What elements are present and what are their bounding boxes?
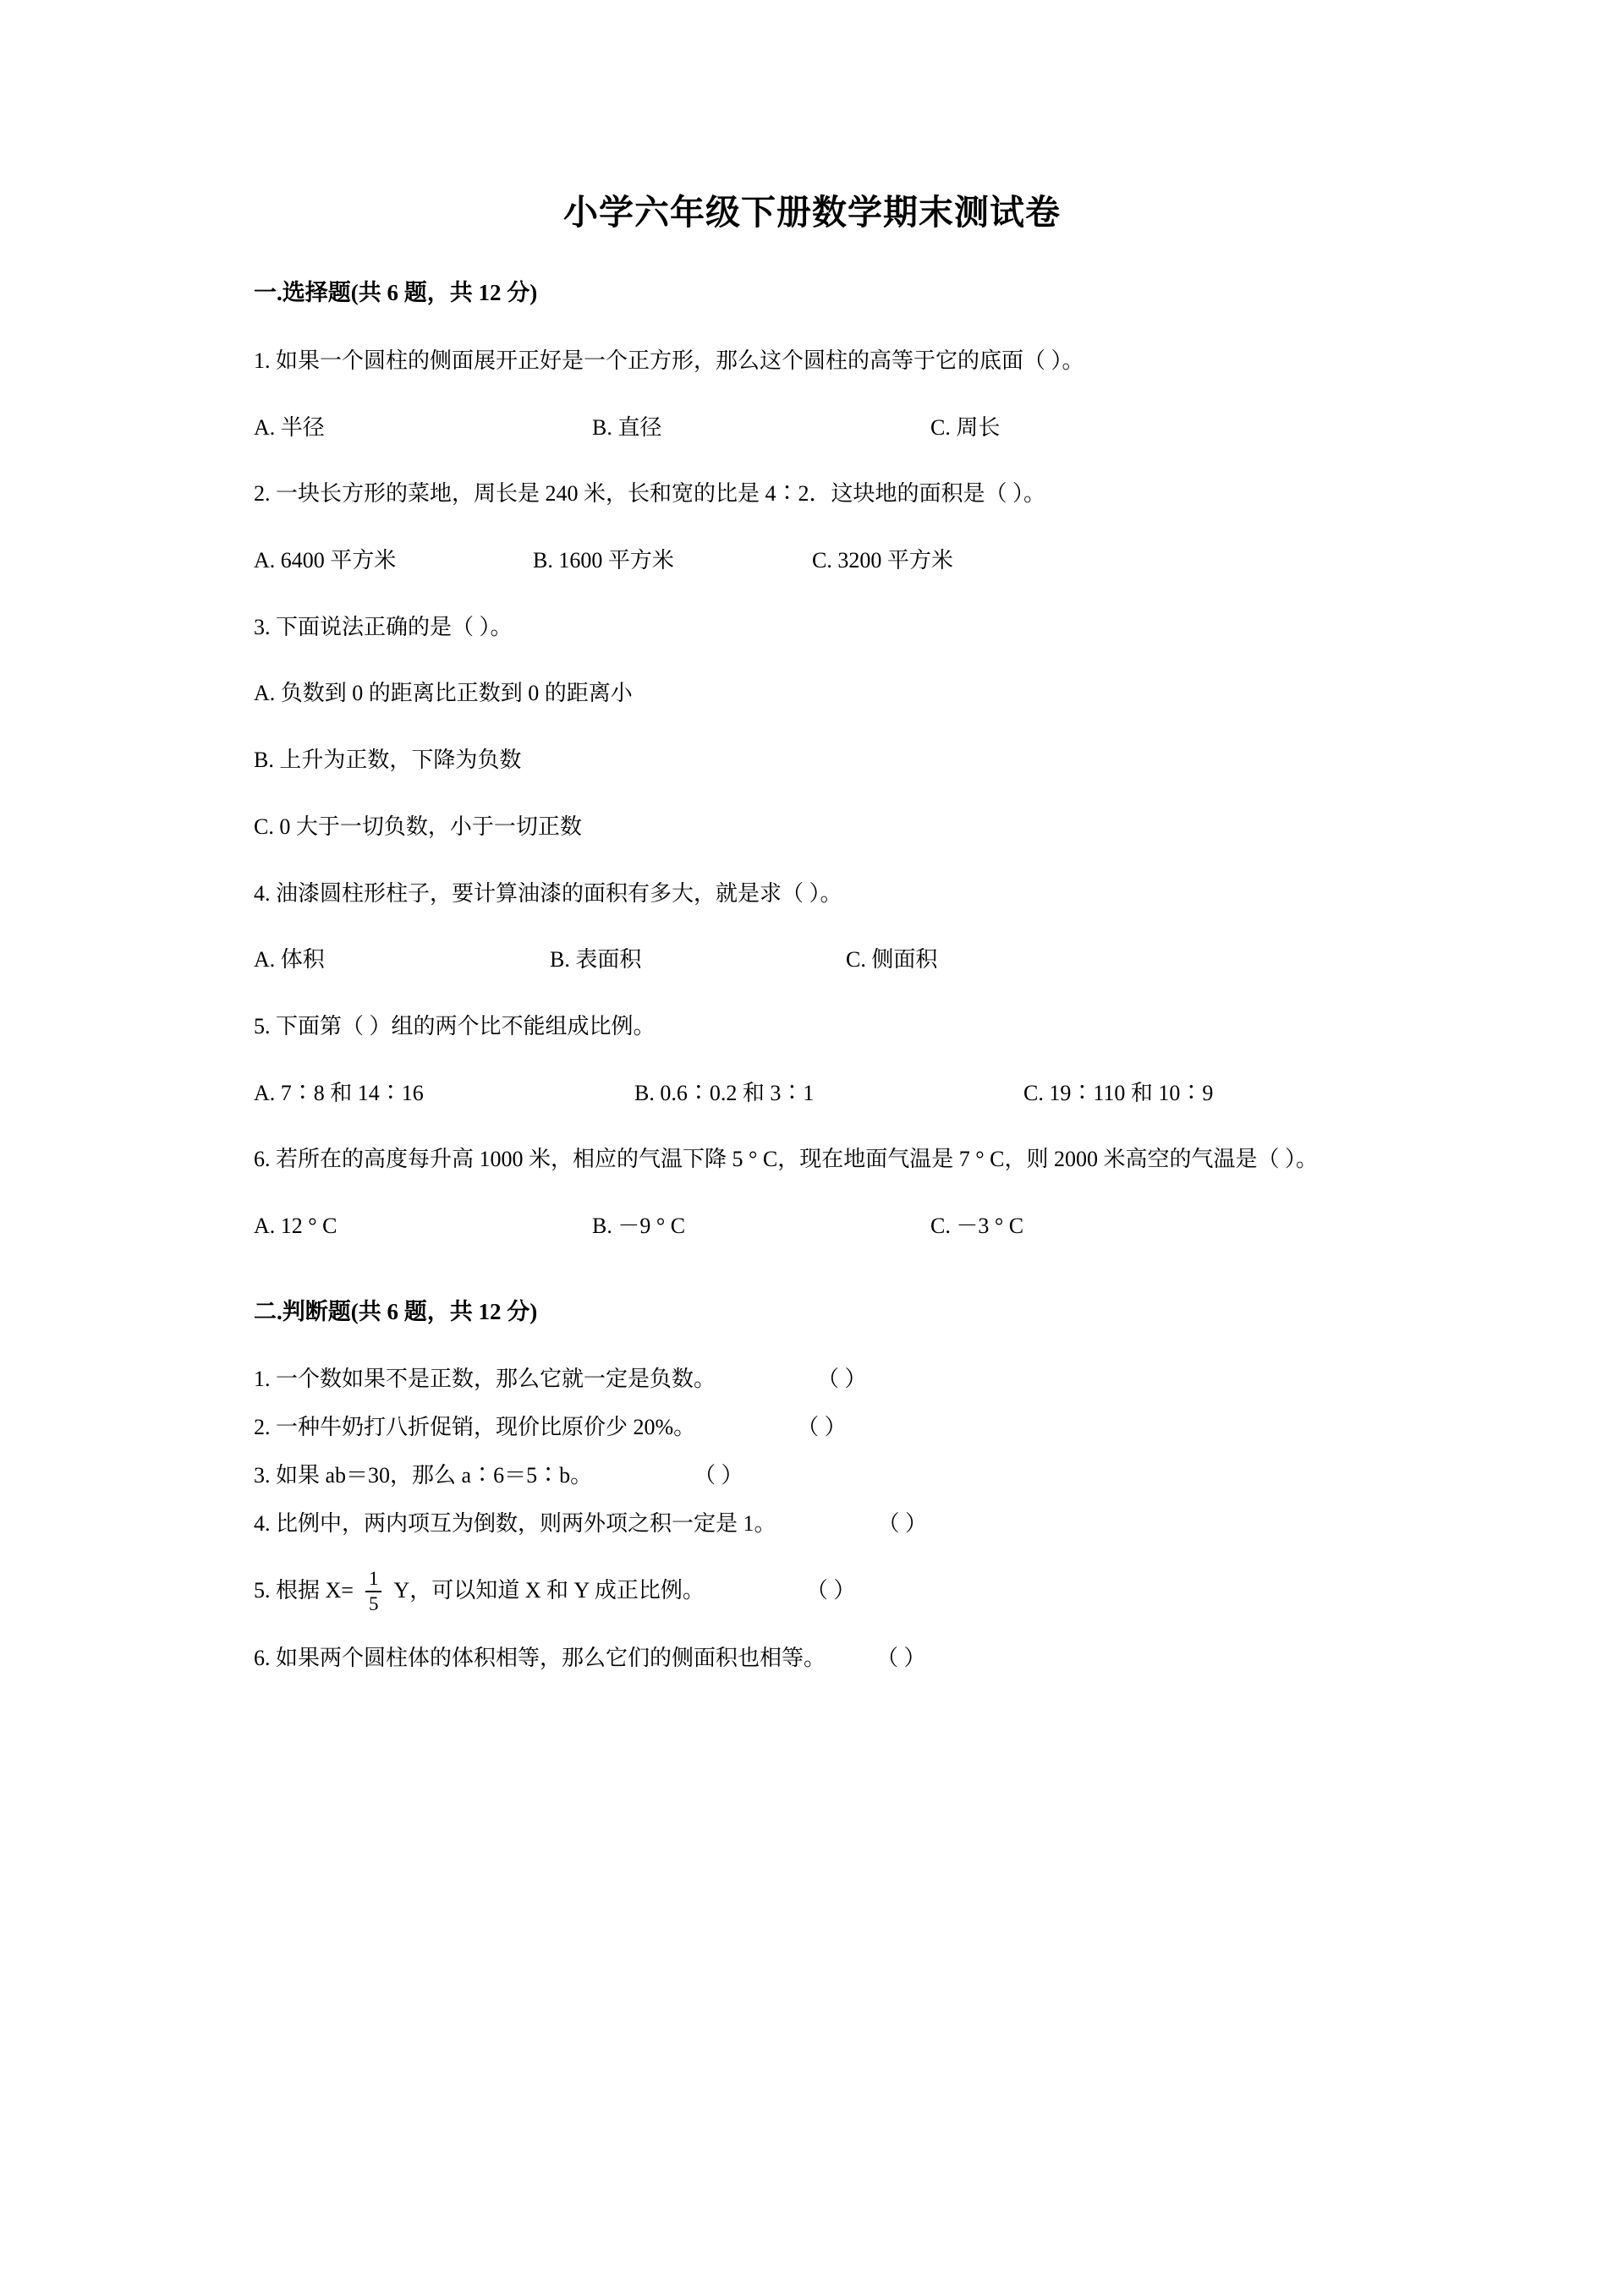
truefalse-item-4 bbox=[254, 1505, 1370, 1543]
truefalse-item-5 bbox=[254, 1568, 1370, 1614]
truefalse-item-4-text: 4. 比例中，两内项互为倒数，则两外项之积一定是 1。 bbox=[254, 1510, 776, 1536]
question-1-text: 1. 如果一个圆柱的侧面展开正好是一个正方形，那么这个圆柱的高等于它的底面（ ）。 bbox=[254, 348, 1084, 373]
option-5-b[interactable]: B. 0.6∶0.2 和 3∶1 bbox=[634, 1080, 815, 1105]
question-5-options bbox=[254, 1075, 1370, 1113]
truefalse-item-2-answer-box[interactable]: （ ） bbox=[797, 1415, 847, 1440]
option-3-a[interactable]: A. 负数到 0 的距离比正数到 0 的距离小 bbox=[254, 681, 633, 706]
truefalse-item-2-text: 2. 一种牛奶打八折促销，现价比原价少 20%。 bbox=[254, 1415, 696, 1440]
truefalse-item-6-answer-box[interactable]: （ ） bbox=[876, 1645, 926, 1670]
truefalse-item-3 bbox=[254, 1457, 1370, 1495]
truefalse-item-5-text-before: 5. 根据 X= bbox=[254, 1578, 354, 1603]
option-4-b[interactable]: B. 表面积 bbox=[550, 947, 642, 973]
truefalse-list bbox=[254, 1361, 1370, 1677]
option-6-a[interactable]: A. 12 ° C bbox=[254, 1214, 337, 1239]
truefalse-item-6-text: 6. 如果两个圆柱体的体积相等，那么它们的侧面积也相等。 bbox=[254, 1645, 826, 1670]
truefalse-item-3-answer-box[interactable]: （ ） bbox=[694, 1462, 743, 1488]
option-3-c[interactable]: C. 0 大于一切负数，小于一切正数 bbox=[254, 814, 582, 839]
option-4-c[interactable]: C. 侧面积 bbox=[846, 947, 938, 973]
question-1-options bbox=[254, 409, 1370, 447]
question-3-options bbox=[254, 675, 1370, 846]
question-2-text: 2. 一块长方形的菜地，周长是 240 米，长和宽的比是 4∶2．这块地的面积是（ ）。 bbox=[254, 481, 1046, 507]
truefalse-item-5-row bbox=[254, 1568, 1370, 1614]
option-4-a[interactable]: A. 体积 bbox=[254, 947, 325, 973]
page-title: 小学六年级下册数学期末测试卷 bbox=[563, 193, 1061, 232]
truefalse-item-1 bbox=[254, 1361, 1370, 1399]
fraction-numerator: 1 bbox=[368, 1568, 379, 1590]
section-heading-choice: 一.选择题(共 6 题，共 12 分) bbox=[254, 280, 538, 306]
truefalse-item-4-answer-box[interactable]: （ ） bbox=[877, 1510, 928, 1536]
question-4-text: 4. 油漆圆柱形柱子，要计算油漆的面积有多大，就是求（ ）。 bbox=[254, 880, 842, 906]
option-1-b[interactable]: B. 直径 bbox=[592, 414, 662, 440]
option-6-b[interactable]: B. －9 ° C bbox=[592, 1214, 686, 1239]
question-6-options bbox=[254, 1208, 1370, 1246]
truefalse-item-1-text: 1. 一个数如果不是正数，那么它就一定是负数。 bbox=[254, 1367, 716, 1392]
option-3-b[interactable]: B. 上升为正数，下降为负数 bbox=[254, 748, 522, 773]
fraction-one-fifth bbox=[365, 1568, 382, 1614]
option-2-b[interactable]: B. 1600 平方米 bbox=[533, 547, 674, 573]
option-5-c[interactable]: C. 19∶110 和 10∶9 bbox=[1023, 1080, 1214, 1105]
question-3-text: 3. 下面说法正确的是（ ）。 bbox=[254, 614, 513, 639]
option-1-c[interactable]: C. 周长 bbox=[930, 414, 1001, 440]
fraction-denominator: 5 bbox=[365, 1591, 382, 1614]
section-heading-truefalse: 二.判断题(共 6 题，共 12 分) bbox=[254, 1298, 538, 1324]
truefalse-item-5-text-after: Y，可以知道 X 和 Y 成正比例。 bbox=[393, 1578, 705, 1603]
option-2-a[interactable]: A. 6400 平方米 bbox=[254, 547, 397, 573]
question-2-options bbox=[254, 542, 1370, 580]
question-5-text: 5. 下面第（ ）组的两个比不能组成比例。 bbox=[254, 1013, 656, 1038]
question-4-options bbox=[254, 941, 1370, 979]
option-2-c[interactable]: C. 3200 平方米 bbox=[812, 547, 953, 573]
truefalse-item-5-answer-box[interactable]: （ ） bbox=[805, 1578, 856, 1603]
option-5-a[interactable]: A. 7∶8 和 14∶16 bbox=[254, 1080, 424, 1105]
truefalse-item-6 bbox=[254, 1640, 1370, 1678]
option-1-a[interactable]: A. 半径 bbox=[254, 414, 325, 440]
option-6-c[interactable]: C. －3 ° C bbox=[930, 1214, 1024, 1239]
truefalse-item-1-answer-box[interactable]: （ ） bbox=[817, 1367, 867, 1392]
question-6-text: 6. 若所在的高度每升高 1000 米，相应的气温下降 5 ° C，现在地面气温是 7 ° C，则 2000 米高空的气温是（ ）。 bbox=[254, 1147, 1318, 1172]
truefalse-item-2 bbox=[254, 1409, 1370, 1447]
truefalse-item-3-text: 3. 如果 ab＝30，那么 a∶6＝5∶b。 bbox=[254, 1462, 593, 1488]
